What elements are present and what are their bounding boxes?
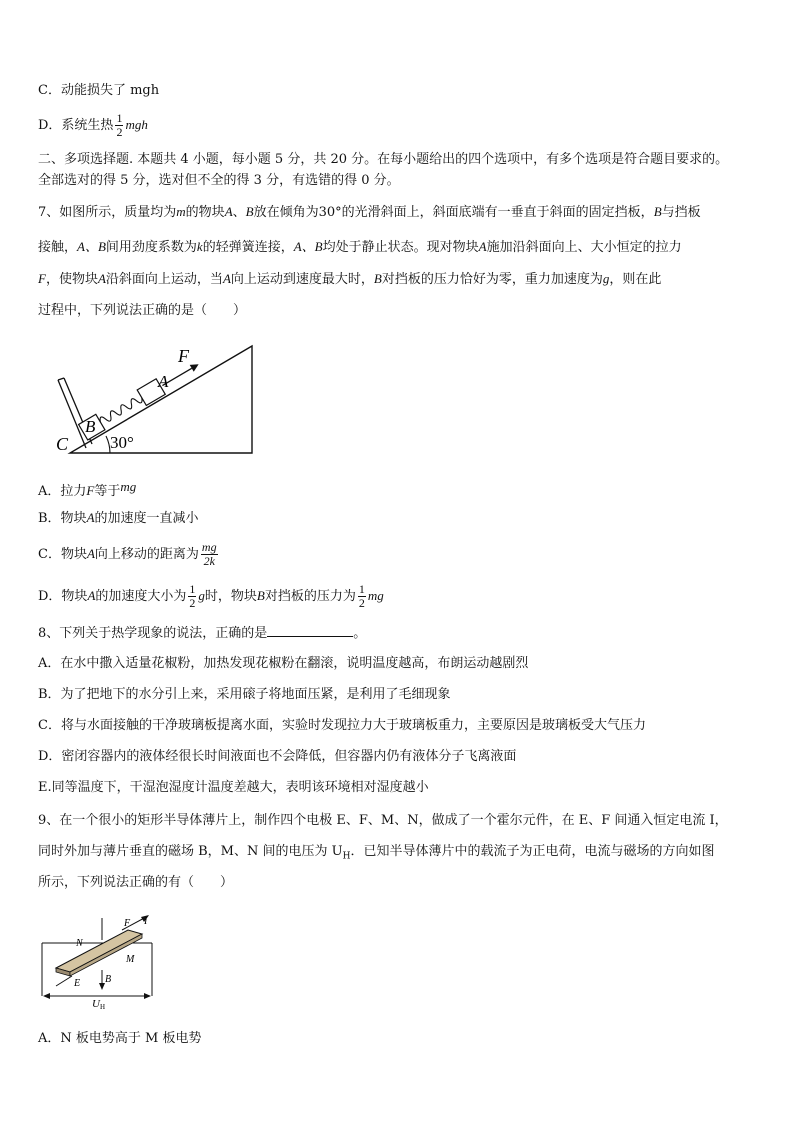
q9-stem-line-3: 所示，下列说法正确的有（ ） (38, 875, 234, 890)
q6-option-d-prefix: D．系统生热 (38, 118, 114, 133)
q7-option-d: D．物块A的加速度大小为 $\frac{1}{2}$ g时，物块B对挡板的压力为 $\frac{1}{2}$ mg (38, 582, 384, 610)
electrode-label-e: E (74, 978, 81, 989)
section-2-scoring: 全部选对的得 5 分，选对但不全的得 3 分，有选错的得 0 分。 (38, 173, 400, 188)
current-label-i: I (144, 916, 148, 927)
q6-option-d-mgh: mgh (125, 117, 148, 132)
q8-option-d: D．密闭容器内的液体经很长时间液面也不会降低，但容器内仍有液体分子飞离液面 (38, 749, 517, 764)
q9-stem-line-2: 同时外加与薄片垂直的磁场 B，M、N 间的电压为 $U_H$．已知半导体薄片中的载流子为正电荷，电流与磁场的方向如图 (38, 844, 715, 862)
q6-option-d (38, 112, 148, 139)
fraction-one-half: $\frac{1}{2}$ (358, 582, 365, 610)
q7-stem-line-2: 接触，A、B间用劲度系数为k的轻弹簧连接，A、B均处于静止状态。现对物块A施加沿斜面向上、大小恒定的拉力 (38, 239, 682, 255)
q7-option-b: B．物块A的加速度一直减小 (38, 510, 199, 526)
angle-label: 30° (110, 433, 134, 452)
electrode-label-f: F (124, 918, 131, 929)
q7-option-a: A．拉力F等于mg (38, 479, 137, 499)
q8-option-c: C．将与水面接触的干净玻璃板提离水面，实验时发现拉力大于玻璃板重力，主要原因是玻璃板受大气压力 (38, 718, 646, 733)
fraction-one-half: $\frac{1}{2}$ (116, 111, 123, 139)
fraction-one-half: $\frac{1}{2}$ (189, 582, 196, 610)
q7-stem-line-3: F，使物块A沿斜面向上运动，当A向上运动到速度最大时，B对挡板的压力恰好为零，重力加速度为g，则在此 (38, 271, 662, 287)
q8-stem: 8、下列关于热学现象的说法，正确的是 。 (38, 626, 367, 641)
q7-option-c: C．物块A向上移动的距离为 $\frac{mg}{2k}$ (38, 540, 217, 568)
q9-option-a: A．N 板电势高于 M 板电势 (38, 1031, 202, 1046)
field-label-b: B (105, 974, 112, 985)
q9-stem-line-1: 9、在一个很小的矩形半导体薄片上，制作四个电极 E、F、M、N，做成了一个霍尔元件，在 E、F 间通入恒定电流 I， (38, 813, 728, 828)
fraction-mg-over-2k: $\frac{mg}{2k}$ (201, 540, 217, 568)
block-label-b: B (85, 417, 96, 436)
hall-element-diagram (38, 910, 158, 1011)
q8-option-a: A．在水中撒入适量花椒粉，加热发现花椒粉在翻滚，说明温度越高，布朗运动越剧烈 (38, 656, 529, 671)
section-2-heading: 二、多项选择题. 本题共 4 小题，每小题 5 分，共 20 分。在每小题给出的四个选项中，有多个选项是符合题目要求的。 (38, 152, 729, 167)
q7-stem-line-4: 过程中，下列说法正确的是（ ） (38, 303, 247, 318)
q7-stem-line-1: 7、如图所示，质量均为m的物块A、B放在倾角为30°的光滑斜面上，斜面底端有一垂直于斜面的固定挡板，B与挡板 (38, 204, 701, 220)
incline-spring-diagram (52, 338, 262, 460)
corner-label-c: C (56, 434, 69, 454)
force-label-f: F (178, 346, 189, 366)
answer-blank[interactable] (267, 624, 353, 637)
block-label-a: A (158, 372, 169, 391)
q8-option-b: B．为了把地下的水分引上来，采用磙子将地面压紧，是利用了毛细现象 (38, 687, 451, 702)
voltage-label-u: UH (92, 998, 106, 1011)
electrode-label-m: M (126, 954, 135, 965)
q8-option-e: E.同等温度下，干湿泡湿度计温度差越大，表明该环境相对湿度越小 (38, 780, 429, 795)
q6-option-c: C．动能损失了 mgh (38, 83, 160, 98)
electrode-label-n: N (76, 938, 83, 949)
